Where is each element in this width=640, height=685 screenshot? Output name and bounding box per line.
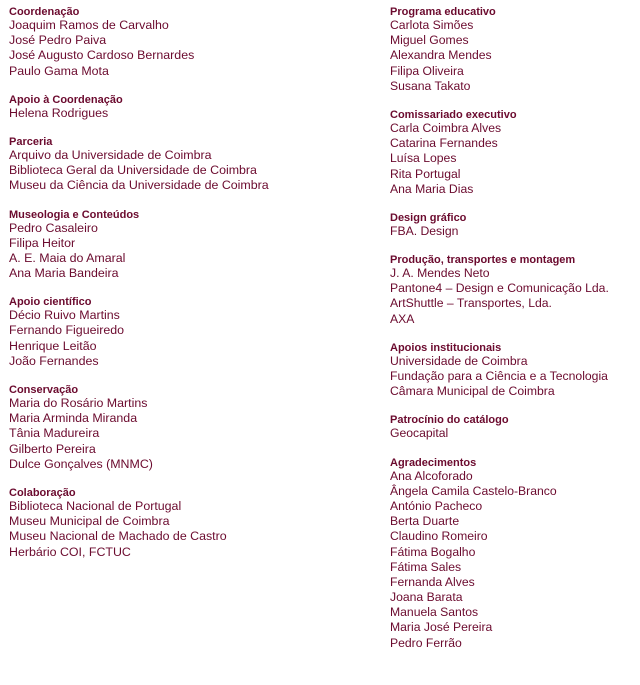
credit-entry: Paulo Gama Mota — [9, 63, 109, 78]
credit-entry: Carlota Simões — [390, 18, 474, 32]
credit-entry: Pantone4 – Design e Comunicação Lda. — [390, 281, 609, 296]
credit-entry: Maria Arminda Miranda — [9, 411, 138, 426]
credit-entry: Filipa Heitor — [9, 235, 76, 250]
credit-entry: Biblioteca Nacional de Portugal — [9, 498, 182, 513]
credits-column-right — [390, 6, 638, 666]
credits-section-comissariado-executivo — [390, 109, 638, 197]
section-heading: Produção, transportes e montagem — [390, 254, 576, 267]
credit-entry: José Pedro Paiva — [9, 33, 107, 48]
credit-entry: Câmara Municipal de Coimbra — [390, 384, 555, 399]
credits-section-apoio-cientifico — [9, 296, 379, 369]
section-heading: Colaboração — [9, 486, 76, 499]
credit-entry: Maria José Pereira — [390, 620, 493, 635]
credit-entry: J. A. Mendes Neto — [390, 266, 490, 281]
section-heading: Design gráfico — [390, 211, 467, 224]
credit-entry: Universidade de Coimbra — [390, 353, 528, 368]
credits-section-parceria — [9, 136, 379, 194]
credit-entry: Fundação para a Ciência e a Tecnologia — [390, 369, 608, 383]
credit-entry: Miguel Gomes — [390, 33, 469, 48]
section-heading: Museologia e Conteúdos — [9, 208, 140, 221]
credit-entry: Arquivo da Universidade de Coimbra — [9, 147, 212, 162]
credit-entry: Fernando Figueiredo — [9, 323, 125, 338]
credit-entry: Ana Maria Dias — [390, 181, 474, 196]
credit-entry: Claudino Romeiro — [390, 529, 488, 544]
credit-entry: Luísa Lopes — [390, 151, 457, 166]
credit-entry: Susana Takato — [390, 78, 471, 93]
credit-entry: ArtShuttle – Transportes, Lda. — [390, 296, 552, 311]
credit-entry: Manuela Santos — [390, 605, 479, 620]
credit-entry: Helena Rodrigues — [9, 105, 109, 120]
credits-column-left — [9, 6, 379, 575]
credit-entry: Décio Ruivo Martins — [9, 308, 120, 323]
credit-entry: Museu Nacional de Machado de Castro — [9, 529, 227, 544]
credit-entry: Catarina Fernandes — [390, 136, 498, 151]
credit-entry: Maria do Rosário Martins — [9, 396, 148, 410]
credits-section-programa-educativo — [390, 6, 638, 94]
credit-entry: Fátima Bogalho — [390, 544, 476, 559]
credits-section-colaboracao — [9, 487, 379, 560]
credits-section-apoio-a-coordenacao — [9, 94, 379, 121]
section-heading: Comissariado executivo — [390, 108, 517, 121]
credit-entry: Fátima Sales — [390, 559, 462, 574]
section-heading: Apoio à Coordenação — [9, 93, 123, 106]
section-heading: Agradecimentos — [390, 456, 477, 469]
credit-entry: Museu Municipal de Coimbra — [9, 514, 170, 529]
credit-entry: Geocapital — [390, 426, 449, 441]
section-heading: Parceria — [9, 135, 53, 148]
credit-entry: Henrique Leitão — [9, 338, 97, 353]
section-heading: Apoio científico — [9, 296, 92, 309]
credit-entry: Filipa Oliveira — [390, 63, 464, 78]
credit-entry: Gilberto Pereira — [9, 441, 96, 456]
credit-entry: João Fernandes — [9, 353, 99, 368]
credits-section-design-grafico — [390, 212, 638, 239]
credit-entry: Pedro Casaleiro — [9, 220, 98, 235]
credits-section-museologia-e-conteudos — [9, 209, 379, 282]
credit-entry: Ângela Camila Castelo-Branco — [390, 483, 557, 498]
credits-section-conservacao — [9, 384, 379, 472]
credit-entry: Carla Coimbra Alves — [390, 120, 502, 135]
credit-entry: Dulce Gonçalves (MNMC) — [9, 456, 153, 471]
section-heading: Patrocínio do catálogo — [390, 414, 509, 427]
credit-entry: Joana Barata — [390, 590, 463, 605]
section-heading: Programa educativo — [390, 6, 496, 18]
credits-section-agradecimentos — [390, 457, 638, 651]
section-heading: Apoios institucionais — [390, 341, 502, 354]
credit-entry: José Augusto Cardoso Bernardes — [9, 48, 195, 63]
credit-entry: Pedro Ferrão — [390, 635, 462, 650]
credits-section-patrocinio-do-catalogo — [390, 414, 638, 441]
credit-entry: Rita Portugal — [390, 166, 461, 181]
section-heading: Coordenação — [9, 6, 80, 18]
credits-section-apoios-institucionais — [390, 342, 638, 400]
credit-entry: Museu da Ciência da Universidade de Coimbra — [9, 178, 269, 193]
credit-entry: Tânia Madureira — [9, 426, 100, 441]
credit-entry: Joaquim Ramos de Carvalho — [9, 18, 169, 32]
credit-entry: FBA. Design — [390, 223, 459, 238]
section-heading: Conservação — [9, 384, 79, 396]
credits-section-producao-transportes-e-montagem — [390, 254, 638, 327]
credit-entry: Berta Duarte — [390, 514, 460, 529]
credit-entry: Alexandra Mendes — [390, 48, 492, 63]
credit-entry: Ana Maria Bandeira — [9, 266, 119, 281]
credit-entry: A. E. Maia do Amaral — [9, 250, 126, 265]
credit-entry: Biblioteca Geral da Universidade de Coimbra — [9, 163, 257, 178]
credit-entry: Fernanda Alves — [390, 574, 475, 589]
credit-entry: Ana Alcoforado — [390, 468, 473, 483]
credit-entry: António Pacheco — [390, 498, 483, 513]
credit-entry: AXA — [390, 311, 415, 326]
credits-section-coordenacao — [9, 6, 379, 79]
credit-entry: Herbário COI, FCTUC — [9, 544, 131, 559]
